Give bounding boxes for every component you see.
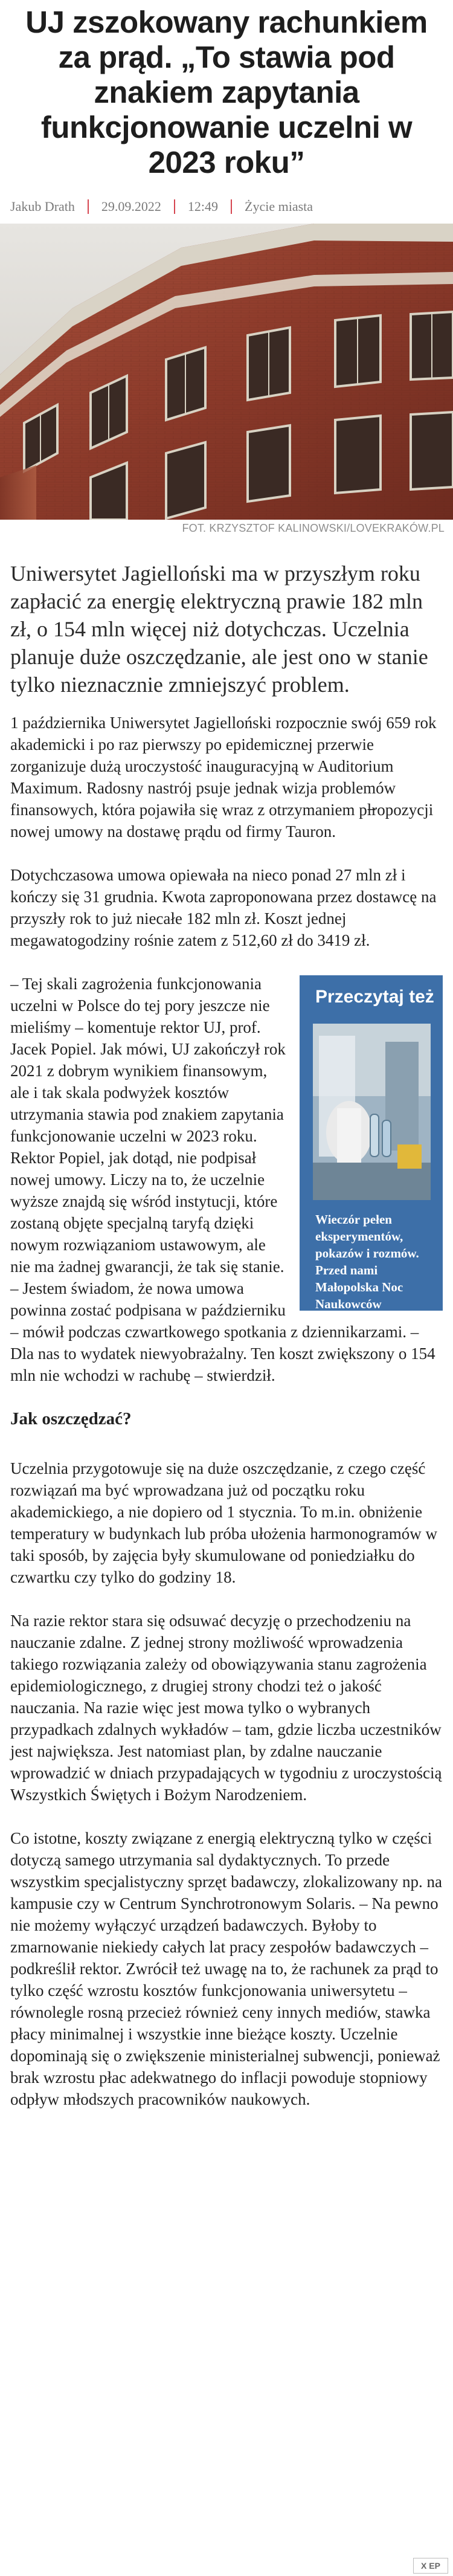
paragraph: Uczelnia przygotowuje się na duże oszczędzanie, z czego część rozwiązań ma być wprowadzana już od początku roku akademickiego, a nie dopiero od 1 stycznia. To m.in. obniżenie temperatury w budynkach lub próba ułożenia harmonogramów w taki sposób, by zajęcia były skumulowane od poniedziałku do czwartku czy tylko do godziny 18.	[10, 1459, 438, 1586]
article-meta	[0, 193, 453, 220]
publish-time: 12:49	[187, 199, 219, 214]
paragraph: – Tej skali zagrożenia funkcjonowania uczelni w Polsce do tej pory jeszcze nie mieliśmy – komentuje rektor UJ, prof. Jacek Popiel. Jak mówi, UJ zakończył rok 2021 z dobrym wynikiem finansowym, ale i tak skala podwyżek kosztów utrzymania stawia pod znakiem zapytania funkcjonowanie uczelni w 2023 roku.	[10, 975, 286, 1145]
paragraph: Co istotne, koszty związane z energią elektryczną tylko w części dotyczą samego utrzymania sal dydaktycznych. To przede wszystkim specjalistyczny sprzęt badawczy, zlokalizowany np. na kampusie czy w Centrum Synchrotronowym Solaris. – Na pewno nie możemy wyłączyć urządzeń badawczych. Byłoby to zmarnowanie niekiedy całych lat pracy zespołów badawczych – podkreślił rektor. Zwrócił też uwagę na to, że rachunek za prąd to tylko część wzrostu kosztów funkcjonowania uniwersytetu – równolegle rosną przecież również ceny innych mediów, stawka płacy minimalnej i wszystkie inne bieżące koszty. Uczelnie dopominają się o zwiększenie ministerialnej subwencji, ponieważ brak wzrostu płac adekwatnego do inflacji powoduje stopniowy odpływ młodszych pracowników naukowych.	[10, 1829, 443, 2108]
meta-divider	[174, 199, 175, 214]
read-also-text[interactable]: Wieczór pełen eksperymentów, pokazów i rozmów. Przed nami Małopolska Noc Naukowców	[315, 1212, 419, 1311]
read-also-thumbnail[interactable]	[313, 1024, 431, 1200]
meta-divider	[231, 199, 232, 214]
article-lead: Uniwersytet Jagielloński ma w przyszłym roku zapłacić za energię elektryczną prawie 182 mln zł, o 154 mln więcej niż dotychczas. Uczelnia planuje duże oszczędzanie, ale jest ono w stanie tylko nieznacznie zmniejszyć problem.	[10, 561, 428, 697]
photo-credit: FOT. KRZYSZTOF KALINOWSKI/LOVEKRAKÓW.PL	[182, 522, 445, 534]
article-title: UJ zszokowany rachunkiem za prąd. „To stawia pod znakiem zapytania funkcjonowanie uczelni w 2023 roku”	[25, 5, 428, 179]
building-photo-illustration	[0, 224, 453, 520]
category-link[interactable]: Życie miasta	[245, 199, 313, 214]
paragraph: 1 października Uniwersytet Jagielloński rozpocznie swój 659 rok akademicki i po raz pierwszy po epidemicznej przerwie zorganizuje dużą uroczystość inauguracyjną w Auditorium Maximum. Radosny nastrój psuje jednak wizja problemów finansowych, która pojawiła się wraz z otrzymaniem pl̶ropozycji nowej umowy na dostawę prądu od firmy Tauron.	[10, 714, 437, 841]
meta-divider	[88, 199, 89, 214]
paragraph: Rektor Popiel, jak dotąd, nie podpisał nowej umowy. Liczy na to, że uczelnie wyższe znajdą się wśród instytucji, które zostaną objęte specjalną taryfą dzięki nowym rozwiązaniom ustawowym, ale nie ma żadnej gwarancji, że tak się stanie. – Jestem świadom, że nowa umowa powinna zostać podpisana w październiku – mówił podczas czwartkowego spotkania z dziennikarzami. – Dla nas to wydatek niewyobrażalny. Ten koszt zwiększony o 154 mln nie wchodzi w rachubę – stwierdził.	[10, 1149, 435, 1384]
lab-photo-illustration	[313, 1024, 431, 1200]
paragraph: Dotychczasowa umowa opiewała na nieco ponad 27 mln zł i kończy się 31 grudnia. Kwota zaproponowana przez dostawcę na przyszły rok to już niecałe 182 mln zł. Koszt jednej megawatogodziny rośnie zatem z 512,60 zł do 3419 zł.	[10, 866, 437, 949]
read-also-box[interactable]	[300, 975, 443, 1311]
hero-image	[0, 224, 453, 520]
corner-badge: X EP	[413, 2558, 448, 2574]
section-subheading: Jak oszczędzać?	[10, 1409, 132, 1428]
publish-date: 29.09.2022	[101, 199, 161, 214]
article-body	[0, 699, 453, 2110]
author-link[interactable]: Jakub Drath	[10, 199, 75, 214]
read-also-title: Przeczytaj też	[315, 987, 434, 1007]
float-section	[10, 973, 443, 1386]
paragraph: Na razie rektor stara się odsuwać decyzję o przechodzeniu na nauczanie zdalne. Z jednej strony możliwość wprowadzenia takiego rozwiązania zależy od obowiązywania stanu zagrożenia epidemiologicznego, z drugiej strony chodzi też o jakość nauczania. Na razie więc jest mowa tylko o wybranych przypadkach zdalnych wykładów – tam, gdzie liczba uczestników jest największa. Jest natomiast plan, by zdalne nauczanie wprowadzić w dniach przypadających w tygodniu z uroczystością Wszystkich Świętych i Bożym Narodzeniem.	[10, 1612, 442, 1804]
